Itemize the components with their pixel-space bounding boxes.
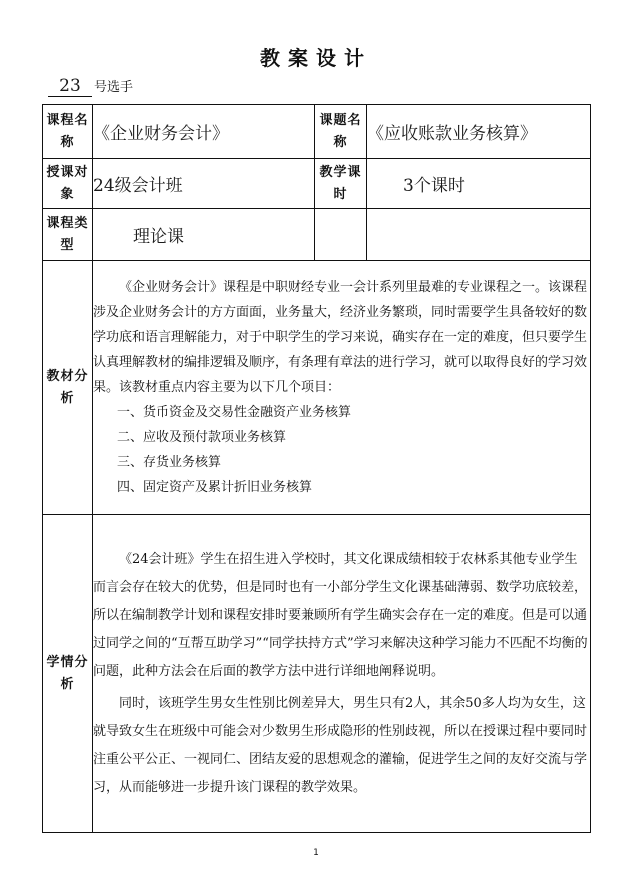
topic-value: 《应收账款业务核算》 <box>367 105 591 159</box>
list-item: 三、存货业务核算 <box>117 455 222 470</box>
empty-cell <box>367 209 591 261</box>
page-title: 教案设计 <box>260 46 372 70</box>
table-row <box>43 515 591 833</box>
empty-cell <box>315 209 367 261</box>
hours-label: 教学课时 <box>315 159 367 209</box>
contestant-number-value: 23 <box>48 76 92 97</box>
list-item: 四、固定资产及累计折旧业务核算 <box>117 480 313 495</box>
table-row <box>43 159 591 209</box>
list-item: 一、货币资金及交易性金融资产业务核算 <box>117 405 352 420</box>
contestant-label: 号选手 <box>94 80 134 95</box>
course-name-value: 《企业财务会计》 <box>93 105 315 159</box>
list-item: 二、应收及预付款项业务核算 <box>117 430 287 445</box>
textbook-item-list <box>93 400 590 500</box>
textbook-analysis-content <box>93 261 591 515</box>
textbook-paragraph: 《企业财务会计》课程是中职财经专业一会计系列里最难的专业课程之一。该课程涉及企业财务会计的方方面面，业务量大，经济业务繁琐，同时需要学生具备较好的数学功底和语言理解能力，对于中职学生的学习来说，确实存在一定的难度，但只要学生认真理解教材的编排逻辑及顺序，有条理有章法的进行学习，就可以取得良好的学习效果。该教材重点内容主要为以下几个项目： <box>93 280 588 395</box>
page-number: 1 <box>313 848 319 858</box>
lesson-plan-table <box>42 104 591 833</box>
course-type-value: 理论课 <box>93 209 315 261</box>
learner-paragraph-1: 《24会计班》学生在招生进入学校时，其文化课成绩相较于农林系其他专业学生而言会存在较大的优势，但是同时也有一小部分学生文化课基础薄弱、数学功底较差，所以在编制教学计划和课程安排时要兼顾所有学生确实会存在一定的难度。但是可以通过同学之间的“互帮互助学习”“同学扶持方式”学习来解决这种学习能力不匹配不均衡的问题，此种方法会在后面的教学方法中进行详细地阐释说明。 <box>93 551 588 679</box>
course-type-label: 课程类型 <box>43 209 93 261</box>
textbook-analysis-label: 教材分析 <box>43 261 93 515</box>
topic-label: 课题名称 <box>315 105 367 159</box>
hours-value: 3个课时 <box>367 159 591 209</box>
contestant-number <box>48 76 133 97</box>
learner-paragraph-2: 同时，该班学生男女生性别比例差异大，男生只有2人，其余50多人均为女生，这就导致女生在班级中可能会对少数男生形成隐形的性别歧视，所以在授课过程中要同时注重公平公正、一视同仁、团结友爱的思想观念的灌输，促进学生之间的友好交流与学习，从而能够进一步提升该门课程的教学效果。 <box>93 695 588 795</box>
audience-value: 24级会计班 <box>93 159 315 209</box>
table-row <box>43 105 591 159</box>
course-name-label: 课程名称 <box>43 105 93 159</box>
learner-analysis-content <box>93 515 591 833</box>
table-row <box>43 209 591 261</box>
table-row <box>43 261 591 515</box>
learner-analysis-label: 学情分析 <box>43 515 93 833</box>
audience-label: 授课对象 <box>43 159 93 209</box>
